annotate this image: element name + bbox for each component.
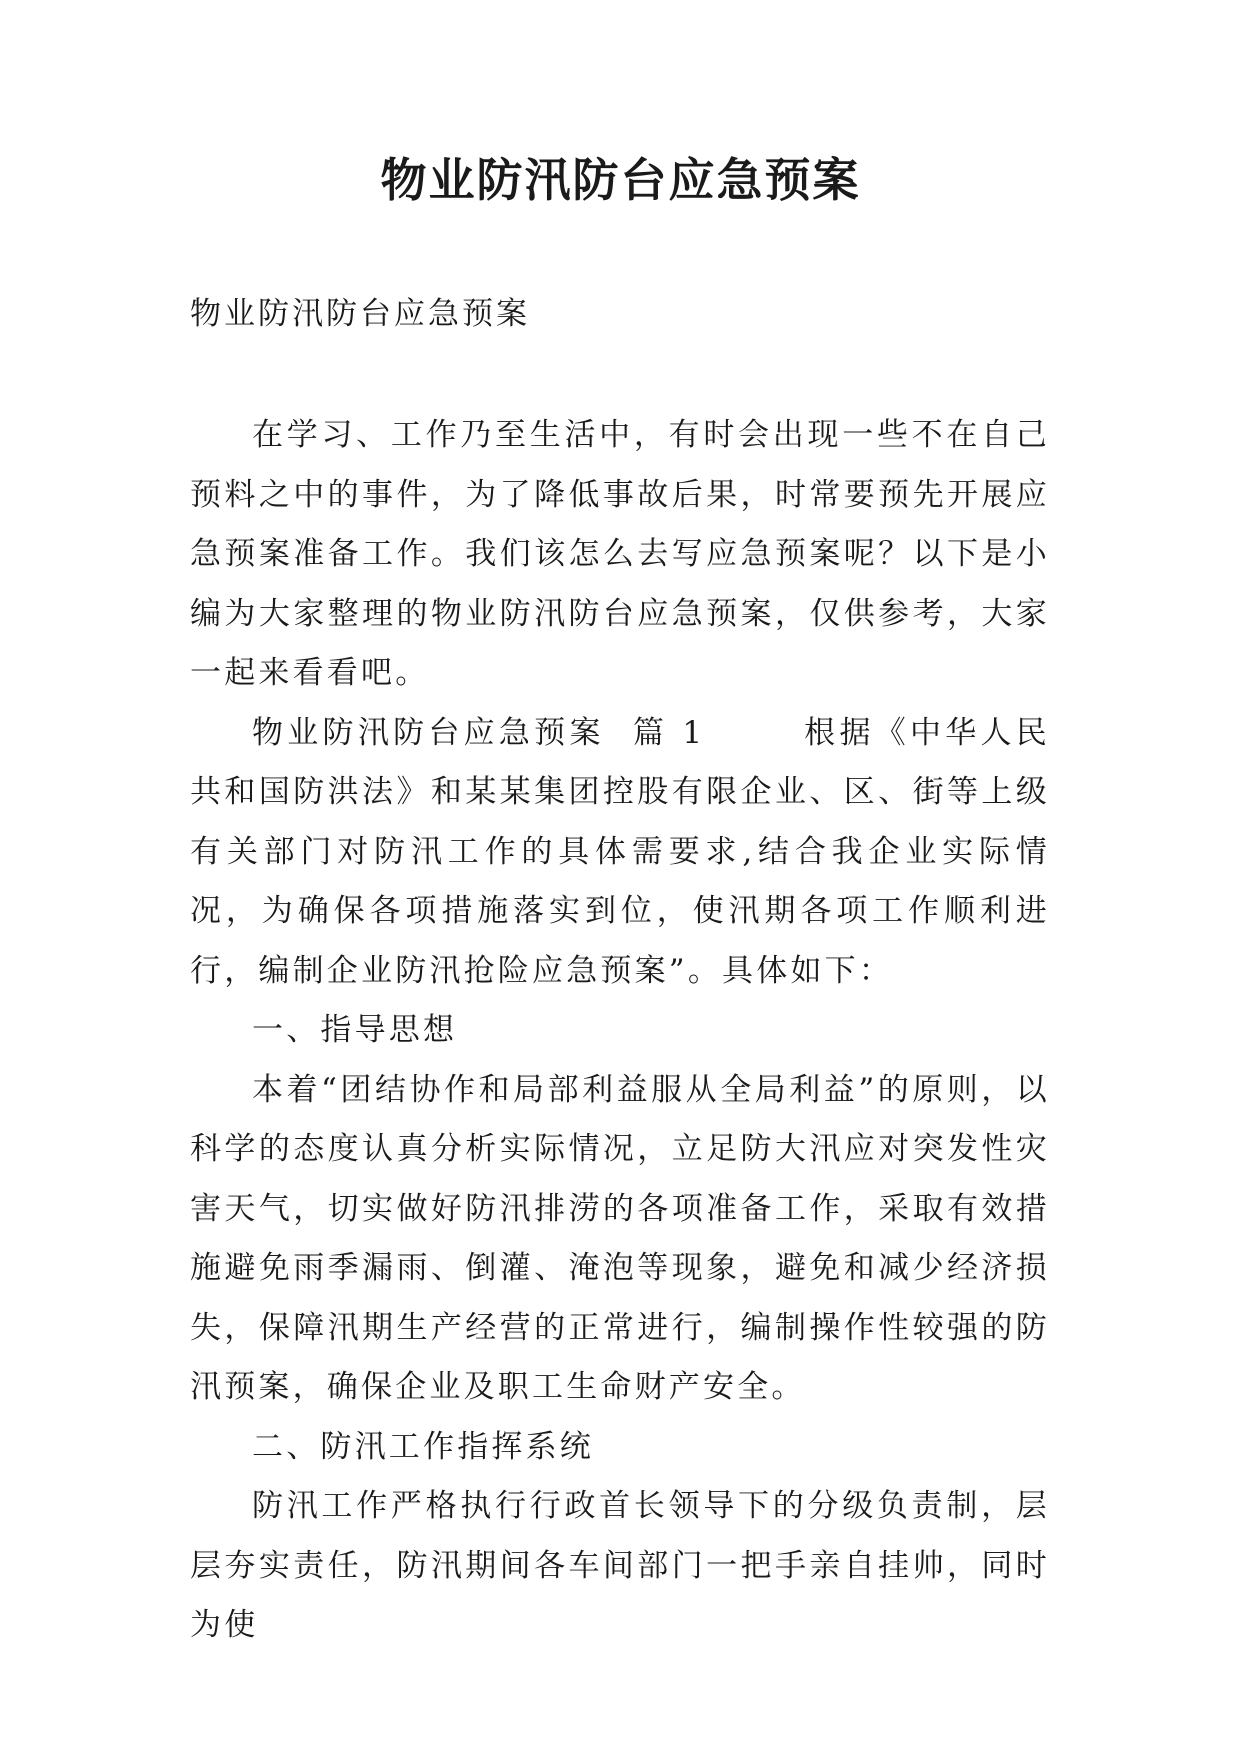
document-body: [190, 406, 1050, 1656]
guiding-ideology-paragraph: 本着“团结协作和局部利益服从全局利益”的原则，以科学的态度认真分析实际情况，立足防大汛应对突发性灾害天气，切实做好防汛排涝的各项准备工作，采取有效措施避免雨季漏雨、倒灌、淹泡等现象，避免和减少经济损失，保障汛期生产经营的正常进行，编制操作性较强的防汛预案，确保企业及职工生命财产安全。: [190, 1071, 1050, 1405]
section-heading-command-system: 二、防汛工作指挥系统: [252, 1428, 594, 1465]
section-intro-paragraph: 物业防汛防台应急预案 篇 1 根据《中华人民共和国防洪法》和某某集团控股有限企业、区、街等上级有关部门对防汛工作的具体需要求,结合我企业实际情况，为确保各项措施落实到位，使汛期各项工作顺利进行，编制企业防汛抢险应急预案”。具体如下：: [190, 714, 1050, 989]
document-subtitle: 物业防汛防台应急预案: [190, 296, 530, 332]
command-system-paragraph: 防汛工作严格执行行政首长领导下的分级负责制，层层夯实责任，防汛期间各车间部门一把手亲自挂帅，同时为使: [190, 1488, 1050, 1643]
document-title: 物业防汛防台应急预案: [380, 153, 861, 207]
intro-paragraph: 在学习、工作乃至生活中，有时会出现一些不在自己预料之中的事件，为了降低事故后果，时常要预先开展应急预案准备工作。我们该怎么去写应急预案呢？以下是小编为大家整理的物业防汛防台应急预案，仅供参考，大家一起来看看吧。: [190, 417, 1050, 691]
section-heading-guiding-ideology: 一、指导思想: [252, 1012, 458, 1048]
